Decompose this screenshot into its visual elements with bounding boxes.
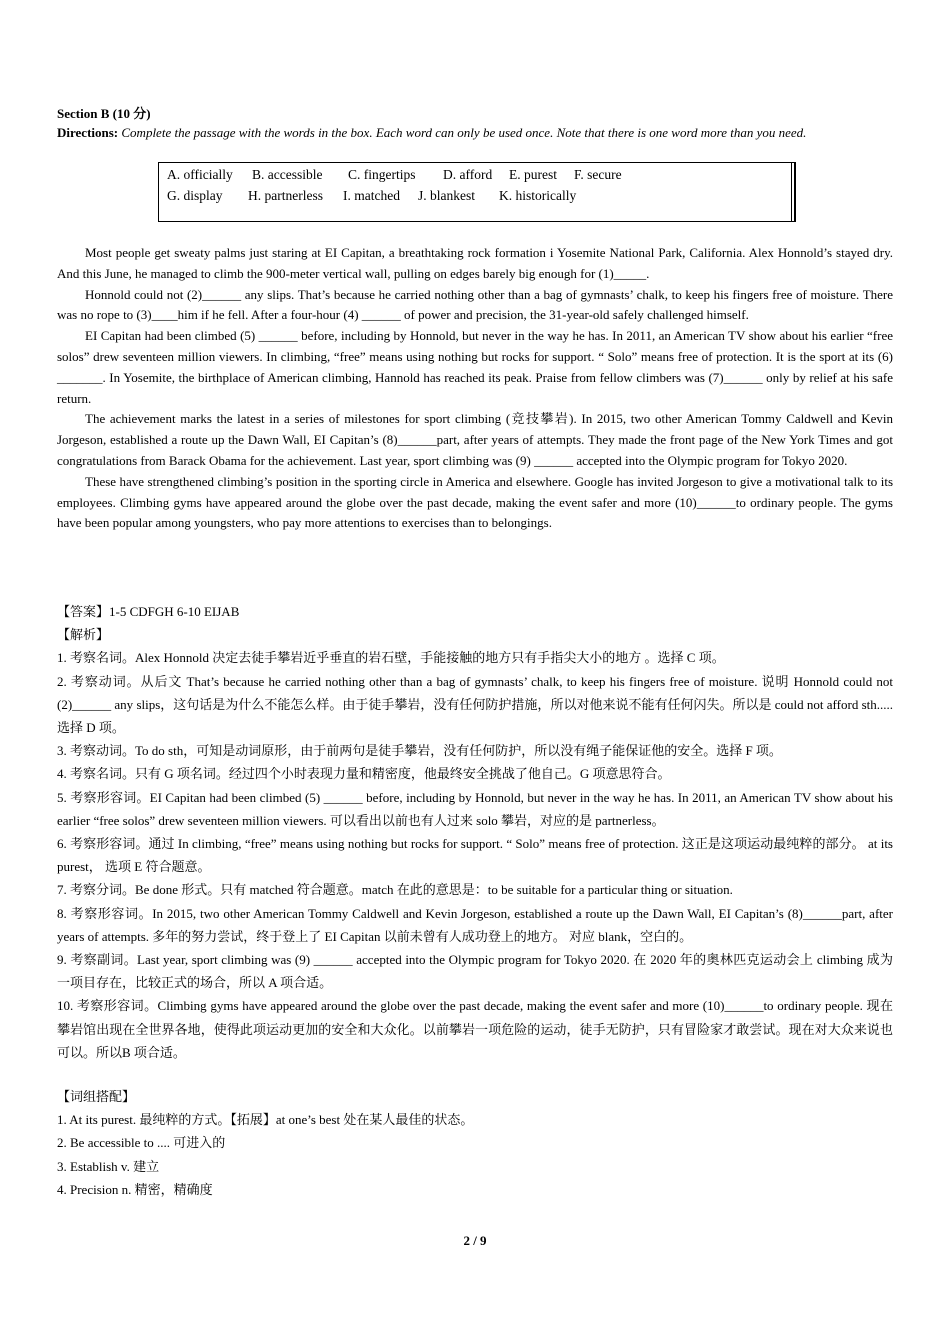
directions-label: Directions: [57,125,119,140]
analysis-item: 1. 考察名词。Alex Honnold 决定去徒手攀岩近乎垂直的岩石壁，手能接触的地方只有手指尖大小的地方 。选择 C 项。 [57,650,725,666]
analysis-label: 【解析】 [57,627,110,643]
page-number: 2 / 9 [463,1233,487,1248]
word-option: C. fingertips [348,167,416,182]
analysis-item: 9. 考察副词。Last year, sport climbing was (9) ______ accepted into the Olympic program for Tokyo 2020. 在 2020 年的奥林匹克运动会上 climbing 成为一项目存在，比较正式的场合，所以 A 项合适。 [57,952,893,991]
vocab-section [57,1085,893,1201]
answer-key: 【答案】1-5 CDFGH 6-10 EIJAB [57,604,240,619]
vocab-item: 3. Establish v. 建立 [57,1158,160,1174]
vocab-label: 【词组搭配】 [57,1089,136,1104]
word-option: F. secure [574,167,622,182]
word-option: I. matched [343,188,400,203]
analysis-item: 5. 考察形容词。EI Capitan had been climbed (5) ______ before, including by Honnold, but never in the way he has. In 2011, an American TV show about his earlier “free solos” drew seventeen million viewers. 可以看出以前也有人过来 solo 攀岩，对应的是 partnerless。 [57,789,893,828]
passage-paragraph: These have strengthened climbing’s position in the sporting circle in America and elsewhere. Google has invited Jorgeson to give a motivational talk to its employees. Climbing gyms have appeared around the globe over the past decade, making the event safer and more (10)______to ordinary people. The gyms have been popular among youngsters, who pay more attentions to exercises than to belongings. [57,473,893,531]
analysis-item: 7. 考察分词。Be done 形式。只有 matched 符合题意。match 在此的意思是：to be suitable for a particular thing or situation. [57,882,733,898]
word-option: K. historically [499,188,577,203]
passage-paragraph: The achievement marks the latest in a series of milestones for sport climbing (竞技攀岩). In 2015, two other American Tommy Caldwell and Kevin Jorgeson, established a route up the Dawn Wall, EI Capitan’s (8)______part, after years of attempts. They made the front page of the New York Times and got congratulations from Barack Obama for the achievement. Last year, sport climbing was (9) ______ accepted into the Olympic program for Tokyo 2020. [57,411,893,468]
word-option: G. display [167,188,223,203]
analysis-item: 8. 考察形容词。In 2015, two other American Tommy Caldwell and Kevin Jorgeson, established a route up the Dawn Wall, EI Capitan’s (8)______part, after years of attempts. 多年的努力尝试，终于登上了 EI Capitan 以前未曾有人成功登上的地方。 对应 blank，空白的。 [57,905,893,944]
answer-section [57,600,893,1064]
analysis-item: 3. 考察动词。To do sth，可知是动词原形，由于前两句是徒手攀岩，没有任何防护，所以没有绳子能保证他的安全。选择 F 项。 [57,743,782,759]
word-option: E. purest [509,167,557,182]
passage [57,243,893,534]
analysis-item: 2. 考察动词。从后文 That’s because he carried nothing other than a bag of gymnasts’ chalk, to keep his fingers free of moisture. 说明 Honnold could not (2)______ any slips，这句话是为什么不能怎么样。由于徒手攀岩，没有任何防护措施，所以对他来说不能有任何闪失。所以是 could not afford sth.....选择 D 项。 [57,673,893,736]
passage-paragraph: EI Capitan had been climbed (5) ______ before, including by Honnold, but never in the way he has. In 2011, an American TV show about his earlier “free solos” drew seventeen million viewers. In climbing, “free” means using nothing but rocks for support. “ Solo” means free of protection. It is the sport at its (6) _______. In Yosemite, the birthplace of American climbing, Hannold has reached its peak. Praise from fellow climbers was (7)______ only by relief at his safe return. [57,328,893,406]
vocab-item: 1. At its purest. 最纯粹的方式。【拓展】at one’s best 处在某人最佳的状态。 [57,1112,474,1128]
directions [57,125,907,141]
section-title: Section B (10 分) [57,106,151,121]
word-option: J. blankest [418,188,475,203]
word-option: A. officially [167,167,233,182]
word-option: D. afford [443,167,493,182]
vocab-item: 4. Precision n. 精密，精确度 [57,1181,213,1197]
analysis-item: 4. 考察名词。只有 G 项名词。经过四个小时表现力量和精密度，他最终安全挑战了他自己。G 项意思符合。 [57,766,671,782]
word-option: B. accessible [252,167,323,182]
passage-paragraph: Honnold could not (2)______ any slips. That’s because he carried nothing other than a bag of gymnasts’ chalk, to keep his fingers free of moisture. There was no rope to (3)____him if he fell. After a four-hour (4) ______ of power and precision, the 31-year-old safely challenged himself. [57,286,893,323]
analysis-item: 10. 考察形容词。Climbing gyms have appeared around the globe over the past decade, making the event safer and more (10)______to ordinary people. 现在攀岩馆出现在全世界各地，使得此项运动更加的安全和大众化。以前攀岩一项危险的运动，徒手无防护，只有冒险家才敢尝试。现在对大众来说也可以。所以B 项合适。 [57,998,893,1060]
directions-text: Complete the passage with the words in the box. Each word can only be used once. Note that there is one word more than you need. [118,125,807,140]
passage-paragraph: Most people get sweaty palms just staring at EI Capitan, a breathtaking rock formation i Yosemite National Park, California. Alex Honnold’s stayed dry. And this June, he managed to climb the 900-meter vertical wall, pulling on edges barely big enough for (1)_____. [57,245,893,281]
vocab-item: 2. Be accessible to .... 可进入的 [57,1135,226,1151]
word-option: H. partnerless [248,188,323,203]
analysis-item: 6. 考察形容词。通过 In climbing, “free” means using nothing but rocks for support. “ Solo” means free of protection. 这正是这项运动最纯粹的部分。 at its purest， 选项 E 符合题意。 [57,836,893,875]
word-box [158,162,792,222]
